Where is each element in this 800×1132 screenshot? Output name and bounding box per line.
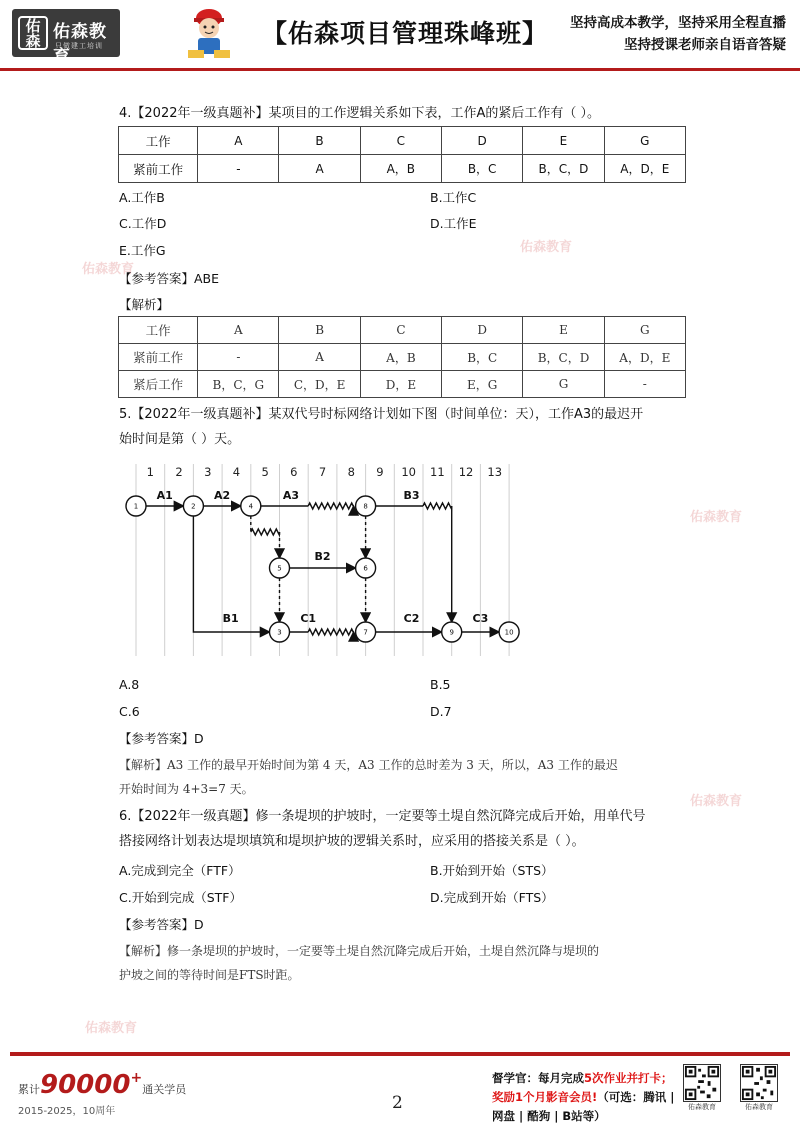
promo-highlight: 奖励1个月影音会员! <box>492 1090 598 1104</box>
q4-option-c: C.工作D <box>119 216 167 231</box>
table-cell: D <box>442 317 523 344</box>
activity-label: C3 <box>472 612 489 625</box>
table-cell: B，C <box>442 344 523 371</box>
table-cell: B <box>279 127 360 155</box>
q5-option-c: C.6 <box>119 704 140 719</box>
free-float-wave <box>251 529 280 535</box>
q5-stem-line-1: 5.【2022年一级真题补】某双代号时标网络计划如下图（时间单位：天），工作A3的最迟开 <box>119 407 644 422</box>
table-row <box>119 371 686 398</box>
q4-option-a: A.工作B <box>119 190 165 205</box>
table-cell: - <box>198 344 279 371</box>
mascot-icon <box>186 4 232 60</box>
table-cell: B，C，D <box>523 344 604 371</box>
table-cell: B，C <box>441 155 522 183</box>
promo-text: （可选：腾讯 | <box>597 1090 675 1104</box>
q5-analysis-line-2: 开始时间为 4+3=7 天。 <box>119 782 254 796</box>
table-cell: C <box>360 127 441 155</box>
q6-option-a: A.完成到完全（FTF） <box>119 863 241 878</box>
table-cell: A，D，E <box>604 155 685 183</box>
logo-subtitle: 只做建工培训 <box>55 42 103 50</box>
activity-label: C1 <box>300 612 317 625</box>
table-cell: A <box>198 127 279 155</box>
q4-relation-table <box>118 126 686 183</box>
free-float-wave <box>308 503 353 509</box>
table-cell: A <box>198 317 279 344</box>
watermark: 佑森教育 <box>85 1021 138 1036</box>
watermark: 佑森教育 <box>690 794 743 809</box>
activity-label: B2 <box>314 550 331 563</box>
free-float-wave <box>423 503 452 509</box>
promo-text: 督学官：每月完成 <box>492 1071 584 1085</box>
time-scale-label: 4 <box>232 465 241 479</box>
node-label: 10 <box>504 628 514 637</box>
slogan-line-2: 坚持授课老师亲自语音答疑 <box>624 37 786 53</box>
table-cell: 紧前工作 <box>119 155 198 183</box>
q4-analysis-label: 【解析】 <box>119 297 170 312</box>
table-cell: G <box>604 127 685 155</box>
node-label: 6 <box>363 564 368 573</box>
header-divider <box>0 68 800 71</box>
q4-option-d: D.工作E <box>430 216 477 231</box>
q6-option-b: B.开始到开始（STS） <box>430 863 554 878</box>
table-cell: B，C，D <box>523 155 604 183</box>
count-plus: + <box>130 1070 143 1086</box>
q4-stem: 4.【2022年一级真题补】某项目的工作逻辑关系如下表，工作A的紧后工作有（ ）。 <box>119 106 601 121</box>
time-scale-label: 12 <box>458 465 474 479</box>
table-cell: - <box>604 371 685 398</box>
table-cell: 工作 <box>119 317 198 344</box>
q4-analysis-table <box>118 316 686 398</box>
time-scale-label: 9 <box>376 465 384 479</box>
time-scale-label: 10 <box>401 465 416 479</box>
page-number: 2 <box>392 1093 403 1113</box>
watermark: 佑森教育 <box>82 262 135 277</box>
table-row <box>119 317 686 344</box>
node-label: 5 <box>277 564 282 573</box>
table-cell: E，G <box>442 371 523 398</box>
time-scale-label: 5 <box>261 465 269 479</box>
activity-label: B1 <box>222 612 239 625</box>
qr-code-icon <box>740 1064 778 1102</box>
activity-label: B3 <box>403 489 420 502</box>
q4-option-b: B.工作C <box>430 190 477 205</box>
time-scale-label: 1 <box>146 465 155 479</box>
node-label: 4 <box>248 502 254 511</box>
qr-code-2 <box>740 1064 778 1112</box>
qr-label: 佑森教育 <box>745 1103 773 1111</box>
network-diagram <box>118 460 548 660</box>
time-scale-label: 6 <box>290 465 298 479</box>
time-scale-label: 13 <box>487 465 503 479</box>
table-row <box>119 127 686 155</box>
time-scale-label: 8 <box>347 465 355 479</box>
activity-label: A2 <box>214 489 231 502</box>
node-label: 9 <box>449 628 454 637</box>
q6-stem-line-1: 6.【2022年一级真题】修一条堤坝的护坡时，一定要等土堤自然沉降完成后开始，用单代号 <box>119 809 646 824</box>
student-count-badge <box>18 1070 186 1117</box>
node-label: 1 <box>133 502 139 511</box>
slogan-line-1: 坚持高成本教学，坚持采用全程直播 <box>570 15 786 31</box>
q6-answer: 【参考答案】D <box>119 917 204 932</box>
table-cell: C，D，E <box>279 371 360 398</box>
activity-label: A1 <box>156 489 173 502</box>
q6-analysis-line-2: 护坡之间的等待时间是FTS时距。 <box>119 968 300 982</box>
table-cell: A，D，E <box>604 344 685 371</box>
table-cell: A，B <box>360 155 441 183</box>
q6-stem-line-2: 搭接网络计划表达堤坝填筑和堤坝护坡的逻辑关系时，应采用的搭接关系是（ ）。 <box>119 834 585 849</box>
node-label: 2 <box>191 502 196 511</box>
table-cell: 紧前工作 <box>119 344 198 371</box>
watermark: 佑森教育 <box>690 510 743 525</box>
promo-text: 网盘 | 酷狗 | B站等） <box>492 1109 606 1123</box>
table-cell: G <box>604 317 685 344</box>
header-slogan <box>570 12 786 56</box>
count-suffix: 通关学员 <box>142 1083 187 1096</box>
footer-promo <box>492 1069 674 1126</box>
node-label: 8 <box>363 502 368 511</box>
qr-label: 佑森教育 <box>688 1103 716 1111</box>
node-label: 3 <box>277 628 282 637</box>
q5-option-a: A.8 <box>119 677 140 692</box>
logo-seal: 佑森 <box>18 16 48 50</box>
table-cell: B，C，G <box>198 371 279 398</box>
table-cell: D，E <box>360 371 441 398</box>
table-cell: C <box>360 317 441 344</box>
q5-analysis-line-1: 【解析】A3 工作的最早开始时间为第 4 天，A3 工作的总时差为 3 天，所以，A3 工作的最迟 <box>119 758 618 772</box>
table-cell: 紧后工作 <box>119 371 198 398</box>
table-cell: G <box>523 371 604 398</box>
count-value: 90000 <box>40 1070 131 1100</box>
q6-option-d: D.完成到开始（FTS） <box>430 890 554 905</box>
node-label: 7 <box>363 628 368 637</box>
header-title: 【佑森项目管理珠峰班】 <box>262 19 549 48</box>
q5-stem-line-2: 始时间是第（ ）天。 <box>119 432 241 447</box>
q6-option-c: C.开始到完成（STF） <box>119 890 242 905</box>
qr-code-icon <box>683 1064 721 1102</box>
activity-label: A3 <box>282 489 300 502</box>
promo-highlight: 5次作业并打卡； <box>584 1071 673 1085</box>
table-cell: 工作 <box>119 127 198 155</box>
q5-option-d: D.7 <box>430 704 452 719</box>
table-cell: A <box>279 344 360 371</box>
q5-option-b: B.5 <box>430 677 451 692</box>
table-cell: A <box>279 155 360 183</box>
table-cell: - <box>198 155 279 183</box>
count-prefix: 累计 <box>18 1083 40 1096</box>
logo-name: 佑森教育 <box>53 22 107 67</box>
years-label: 2015-2025，10周年 <box>18 1106 116 1117</box>
footer-divider <box>10 1052 790 1056</box>
time-scale-label: 3 <box>204 465 212 479</box>
brand-logo <box>12 9 120 67</box>
q4-answer: 【参考答案】ABE <box>119 271 220 286</box>
activity-label: C2 <box>403 612 420 625</box>
table-cell: A，B <box>360 344 441 371</box>
time-scale-label: 11 <box>430 465 445 479</box>
q4-option-e: E.工作G <box>119 243 166 258</box>
table-row <box>119 344 686 371</box>
table-cell: D <box>441 127 522 155</box>
table-cell: E <box>523 317 604 344</box>
time-scale-label: 7 <box>318 465 327 479</box>
free-float-wave <box>308 629 353 635</box>
qr-code-1 <box>683 1064 721 1112</box>
watermark: 佑森教育 <box>520 240 573 255</box>
time-scale-label: 2 <box>175 465 183 479</box>
table-cell: E <box>523 127 604 155</box>
q6-analysis-line-1: 【解析】修一条堤坝的护坡时，一定要等土堤自然沉降完成后开始，土堤自然沉降与堤坝的 <box>119 944 600 958</box>
table-cell: B <box>279 317 360 344</box>
q5-answer: 【参考答案】D <box>119 731 204 746</box>
table-row <box>119 155 686 183</box>
